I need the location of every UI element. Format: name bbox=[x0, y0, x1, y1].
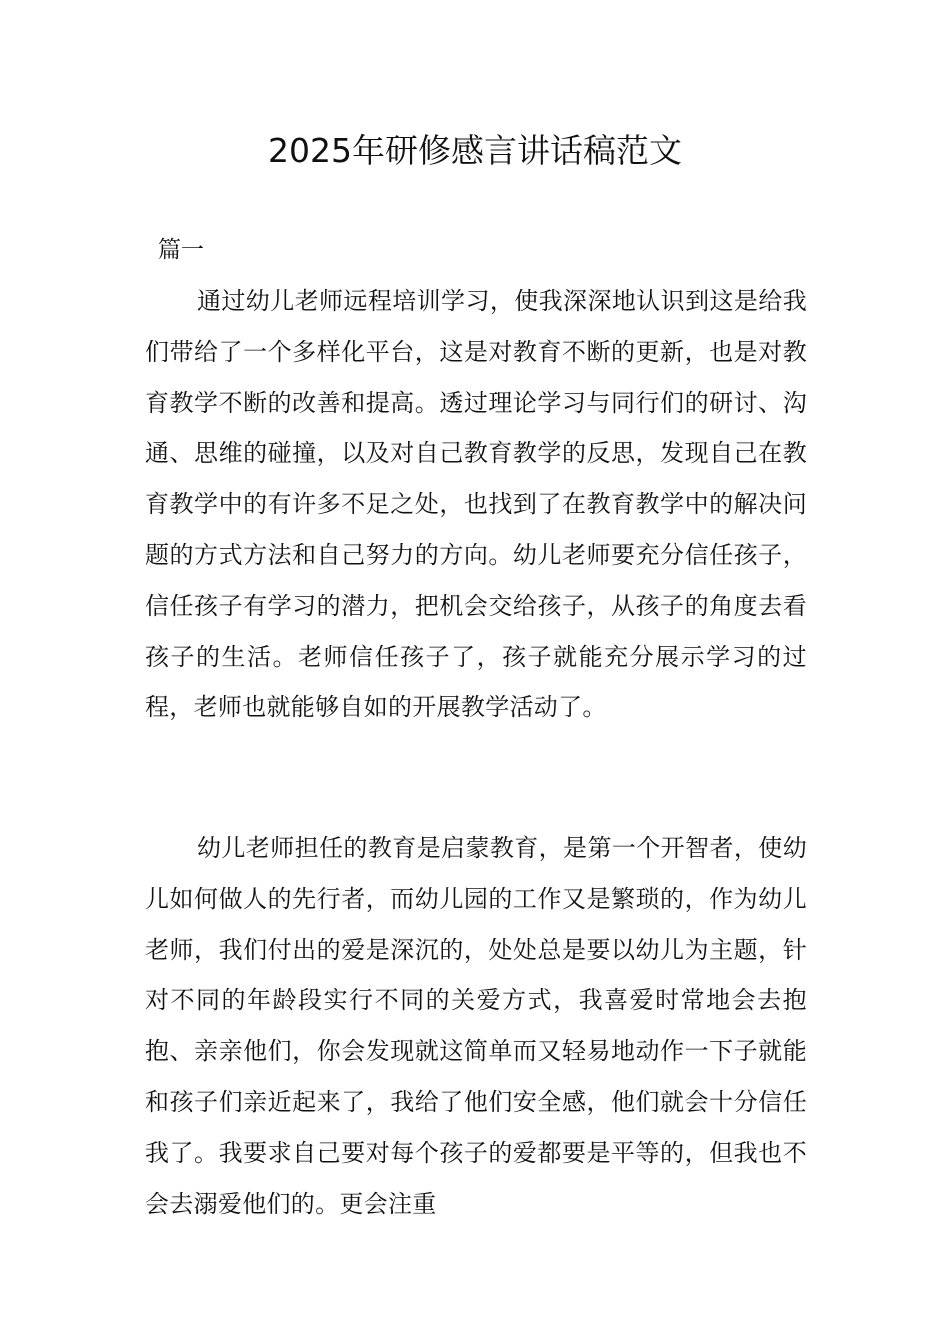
section-label: 篇一 bbox=[158, 237, 204, 263]
document-title: 2025年研修感言讲话稿范文 bbox=[268, 131, 682, 170]
paragraph-2: 幼儿老师担任的教育是启蒙教育，是第一个开智者，使幼儿如何做人的先行者，而幼儿园的工作又是繁琐的，作为幼儿老师，我们付出的爱是深沉的，处处总是要以幼儿为主题，针对不同的年龄段实行不同的关爱方式，我喜爱时常地会去抱抱、亲亲他们，你会发现就这简单而又轻易地动作一下子就能和孩子们亲近起来了，我给了他们安全感，他们就会十分信任我了。我要求自己要对每个孩子的爱都要是平等的，但我也不会去溺爱他们的。更会注重 bbox=[145, 834, 807, 1218]
paragraph-1: 通过幼儿老师远程培训学习，使我深深地认识到这是给我们带给了一个多样化平台，这是对教育不断的更新，也是对教育教学不断的改善和提高。透过理论学习与同行们的研讨、沟通、思维的碰撞，以及对自己教育教学的反思，发现自己在教育教学中的有许多不足之处，也找到了在教育教学中的解决问题的方式方法和自己努力的方向。幼儿老师要充分信任孩子，信任孩子有学习的潜力，把机会交给孩子，从孩子的角度去看孩子的生活。老师信任孩子了，孩子就能充分展示学习的过程，老师也就能够自如的开展教学活动了。 bbox=[145, 287, 807, 722]
